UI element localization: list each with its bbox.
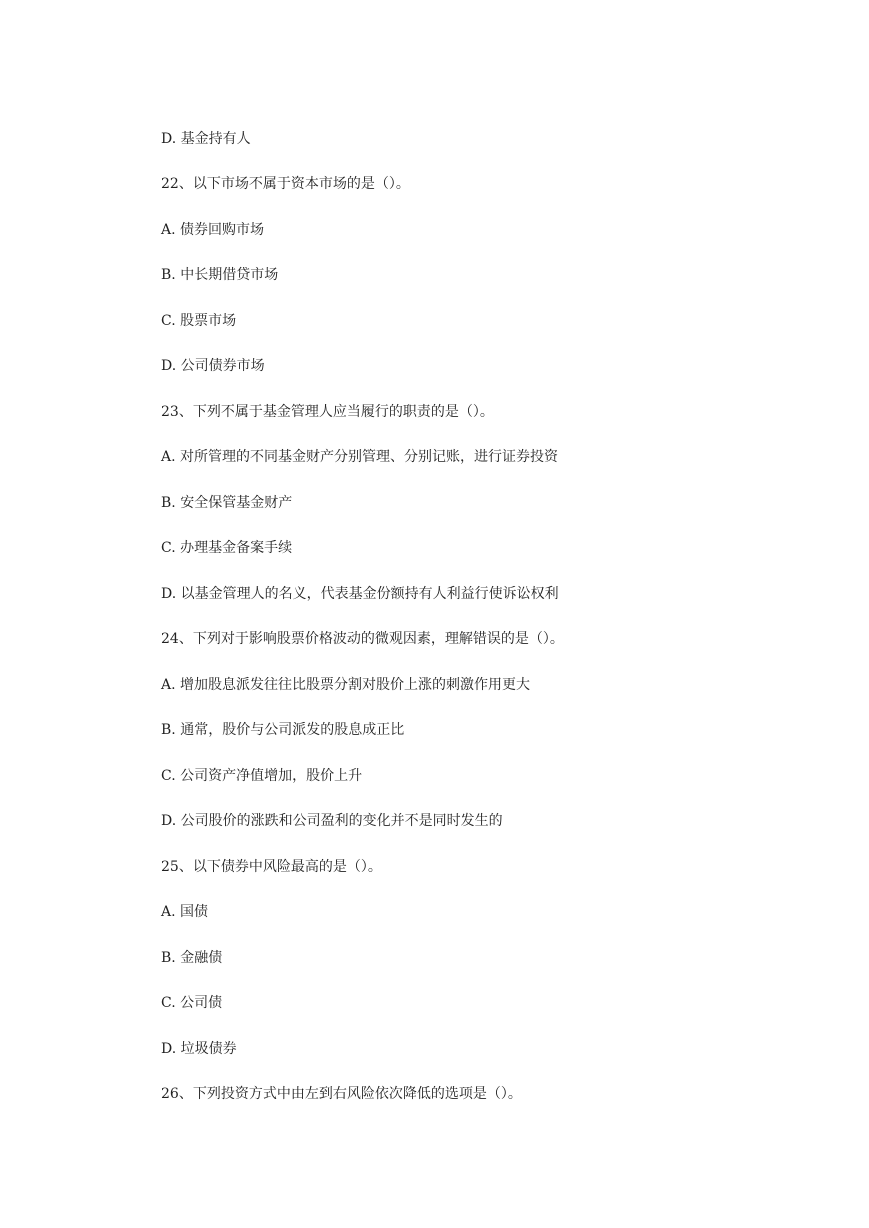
option-text: C. 公司债: [161, 995, 223, 1011]
option-text: C. 办理基金备案手续: [161, 540, 293, 556]
option-text: C. 股票市场: [161, 313, 237, 329]
option-text: B. 金融债: [161, 950, 223, 966]
option-text: D. 公司股价的涨跌和公司盈利的变化并不是同时发生的: [161, 813, 503, 829]
option-text: A. 增加股息派发往往比股票分割对股价上涨的刺激作用更大: [161, 677, 531, 693]
question-text: 22、以下市场不属于资本市场的是（）。: [161, 176, 410, 192]
question-text: 25、以下债券中风险最高的是（）。: [161, 859, 382, 875]
option-text: D. 公司债券市场: [161, 358, 265, 374]
option-text: A. 债券回购市场: [161, 222, 265, 238]
option-text: B. 中长期借贷市场: [161, 267, 279, 283]
option-text: A. 对所管理的不同基金财产分别管理、分别记账，进行证券投资: [161, 449, 559, 465]
question-text: 24、下列对于影响股票价格波动的微观因素，理解错误的是（）。: [161, 631, 564, 647]
option-text: D. 垃圾债券: [161, 1041, 237, 1057]
question-text: 23、下列不属于基金管理人应当履行的职责的是（）。: [161, 404, 494, 420]
option-text: C. 公司资产净值增加，股价上升: [161, 768, 363, 784]
option-text: A. 国债: [161, 904, 209, 920]
question-text: 26、下列投资方式中由左到右风险依次降低的选项是（）。: [161, 1086, 522, 1102]
option-text: B. 安全保管基金财产: [161, 495, 293, 511]
option-text: D. 基金持有人: [161, 131, 251, 147]
option-text: D. 以基金管理人的名义，代表基金份额持有人利益行使诉讼权利: [161, 586, 559, 602]
option-text: B. 通常，股价与公司派发的股息成正比: [161, 722, 405, 738]
